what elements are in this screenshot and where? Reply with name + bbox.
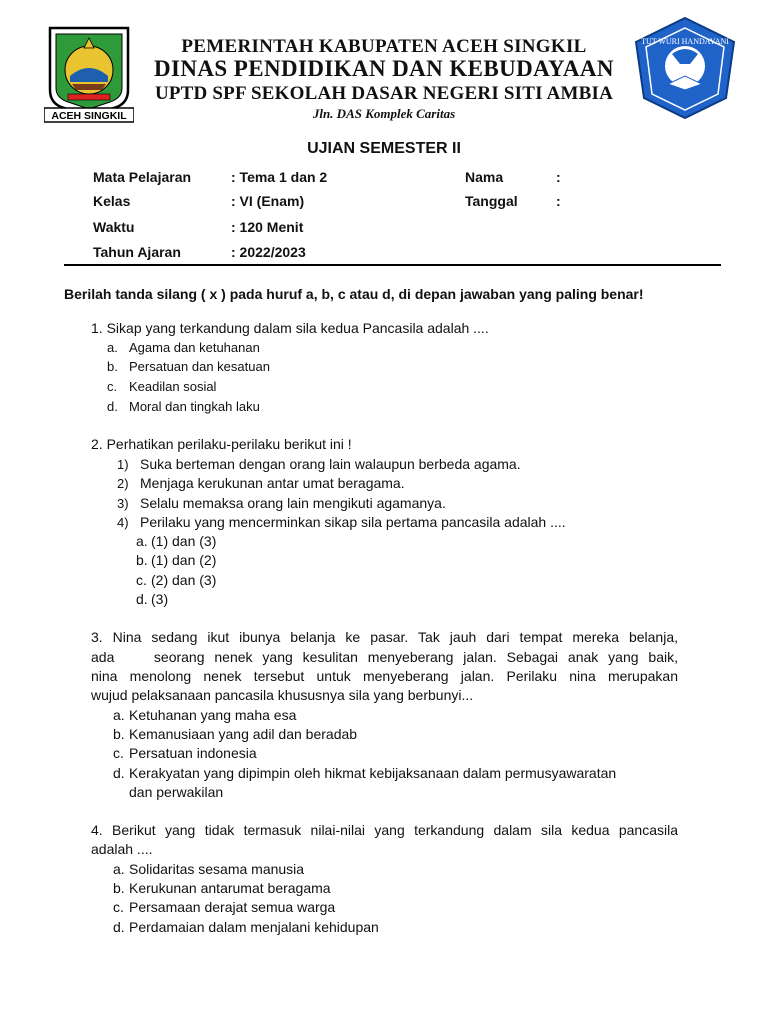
question-text: Perhatikan perilaku-perilaku berikut ini !	[106, 436, 352, 452]
q3-option-d[interactable]: d. Kerakyatan yang dipimpin oleh hikmat kebijaksanaan dalam permusyawaratan	[113, 765, 617, 781]
q2-option-c[interactable]: c. (2) dan (3)	[136, 572, 217, 588]
q2-option-d[interactable]: d. (3)	[136, 591, 169, 607]
q3-option-c[interactable]: c. Persatuan indonesia	[113, 745, 257, 761]
q2-item-2: 2) Menjaga kerukunan antar umat beragama.	[117, 475, 405, 491]
header-line3: UPTD SPF SEKOLAH DASAR NEGERI SITI AMBIA	[154, 83, 614, 104]
question-4-line1: 4. Berikut yang tidak termasuk nilai-nilai yang terkandung dalam sila kedua pancasila	[91, 822, 678, 838]
divider	[64, 264, 721, 266]
question-2	[91, 435, 352, 455]
tanggal-label: Tanggal	[465, 193, 518, 209]
question-1	[91, 319, 489, 339]
page-title: UJIAN SEMESTER II	[307, 140, 461, 157]
kelas-value: : VI (Enam)	[231, 193, 305, 209]
kelas-label: Kelas	[93, 193, 131, 209]
header-line1: PEMERINTAH KABUPATEN ACEH SINGKIL	[181, 36, 587, 57]
tahun-value: : 2022/2023	[231, 244, 306, 260]
question-number: 2.	[91, 436, 103, 452]
waktu-value: : 120 Menit	[231, 219, 304, 235]
q4-option-d[interactable]: d. Perdamaian dalam menjalani kehidupan	[113, 919, 379, 935]
q4-option-b[interactable]: b. Kerukunan antarumat beragama	[113, 880, 331, 896]
nama-label: Nama	[465, 169, 504, 185]
question-3-line1: 3. Nina sedang ikut ibunya belanja ke pasar. Tak jauh dari tempat mereka belanja,	[91, 629, 679, 645]
q2-item-4: 4) Perilaku yang mencerminkan sikap sila pertama pancasila adalah ....	[117, 514, 566, 530]
q1-option-b[interactable]: b. Persatuan dan kesatuan	[107, 359, 270, 374]
q4-option-a[interactable]: a. Solidaritas sesama manusia	[113, 861, 305, 877]
q2-item-3: 3) Selalu memaksa orang lain mengikuti agamanya.	[117, 495, 446, 511]
question-text: Sikap yang terkandung dalam sila kedua Pancasila adalah ....	[106, 320, 489, 336]
q1-option-a[interactable]: a. Agama dan ketuhanan	[107, 340, 260, 355]
tanggal-value: :	[556, 193, 561, 209]
question-number: 1.	[91, 320, 103, 336]
logo-right-caption: TUT WURI HANDAYANI	[641, 37, 729, 46]
logo-left-caption: ACEH SINGKIL	[51, 110, 127, 122]
q2-option-b[interactable]: b. (1) dan (2)	[136, 552, 217, 568]
header-line2: DINAS PENDIDIKAN DAN KEBUDAYAAN	[154, 56, 614, 81]
question-4-line2: adalah ....	[91, 841, 153, 857]
question-3-line3: nina menolong nenek tersebut untuk menyeberang jalan. Perilaku nina merupakan	[91, 668, 678, 684]
q3-option-d-cont: dan perwakilan	[129, 784, 224, 800]
q2-item-1: 1) Suka berteman dengan orang lain walaupun berbeda agama.	[117, 456, 521, 472]
tahun-label: Tahun Ajaran	[93, 244, 181, 260]
question-number: 4.	[91, 822, 103, 838]
instruction: Berilah tanda silang ( x ) pada huruf a, b, c atau d, di depan jawaban yang paling benar!	[64, 286, 644, 302]
question-3-line2: ada seorang nenek yang kesulitan menyeberang jalan. Sebagai anak yang baik,	[91, 649, 678, 665]
mapel-label: Mata Pelajaran	[93, 169, 192, 185]
q1-option-d[interactable]: d. Moral dan tingkah laku	[107, 399, 260, 414]
question-3-line4: wujud pelaksanaan pancasila khususnya sila yang berbunyi...	[91, 687, 474, 703]
header-address: Jln. DAS Komplek Caritas	[312, 106, 456, 121]
nama-value: :	[556, 169, 561, 185]
q2-option-a[interactable]: a. (1) dan (3)	[136, 533, 217, 549]
waktu-label: Waktu	[93, 219, 135, 235]
q1-option-c[interactable]: c. Keadilan sosial	[107, 379, 217, 394]
mapel-value: : Tema 1 dan 2	[231, 169, 328, 185]
q3-option-b[interactable]: b. Kemanusiaan yang adil dan beradab	[113, 726, 358, 742]
q4-option-c[interactable]: c. Persamaan derajat semua warga	[113, 899, 336, 915]
q3-option-a[interactable]: a. Ketuhanan yang maha esa	[113, 707, 297, 723]
question-number: 3.	[91, 629, 103, 645]
